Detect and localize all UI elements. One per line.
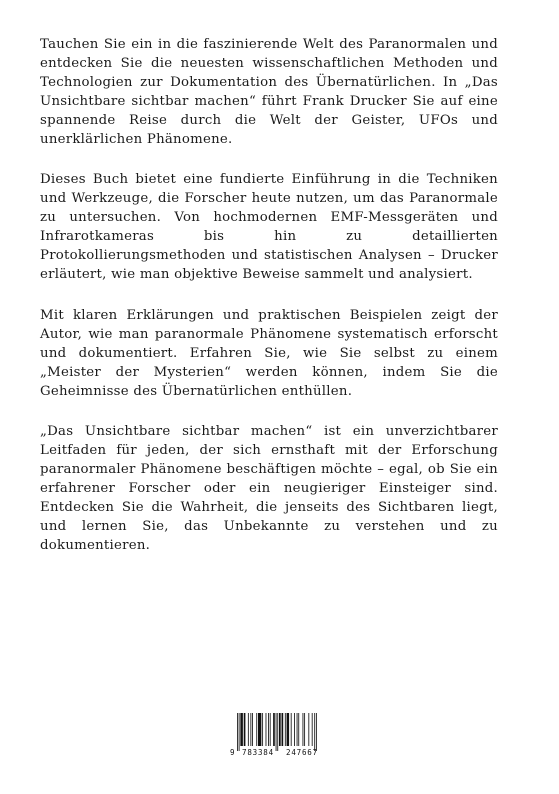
barcode-bar [273,713,275,746]
blurb-paragraph-1: Tauchen Sie ein in die faszinierende Welt des Paranormalen und entdecken Sie die neuesten wissenschaftlichen Methoden und Technologien zur Dokumentation des Übernatürlichen. In „Das Unsichtbare sichtbar machen“ führt Frank Drucker Sie auf eine spannende Reise durch die Welt der Geister, UFOs und unerklärlichen Phänomene. [40,37,498,147]
barcode-bar [282,713,284,746]
barcode-bar [312,713,313,746]
barcode-bar [268,713,269,746]
barcode-guard-bar [316,713,317,751]
barcode-bar [270,713,271,746]
barcode-left-digits: 783384 [242,748,274,757]
barcode-bar [291,713,292,746]
barcode-bar [240,713,243,746]
barcode-bar [250,713,251,746]
barcode-bar [258,713,261,746]
barcode-first-digit: 9 [230,748,235,757]
barcode-bar [294,713,295,746]
barcode-guard-bar [237,713,238,751]
barcode-guard-bar [276,713,277,751]
barcode-bar [256,713,257,746]
barcode-bar [303,713,304,746]
barcode-bar [248,713,249,746]
barcode-bar [279,713,281,746]
barcode-guard-bar [239,713,240,751]
barcode-bar [298,713,299,746]
blurb-text [40,36,498,578]
blurb-paragraph-3: Mit klaren Erklärungen und praktischen Beispielen zeigt der Autor, wie man paranormale Phänomene systematisch erforscht und dokumentiert. Erfahren Sie, wie Sie selbst zu einem „Meister der Mysterien“ werden können, indem Sie die Geheimnisse des Übernatürlichen enthüllen. [40,307,498,399]
barcode-guard-bar [277,713,278,751]
isbn-barcode [230,713,322,759]
barcode-bar [266,713,267,746]
barcode-bar [244,713,246,746]
barcode-bar [304,713,305,746]
barcode-bar [308,713,309,746]
barcode-number [230,747,322,759]
barcode-bar [297,713,298,746]
barcode-right-digits: 247667 [286,748,318,757]
barcode-bar [287,713,290,746]
blurb-paragraph-2: Dieses Buch bietet eine fundierte Einführung in die Techniken und Werkzeuge, die Forscher heute nutzen, um das Paranormale zu untersuchen. Von hochmodernen EMF-Messgeräten und Infrarotkameras bis hin zu detaillierten Protokollierungsmethoden und statistischen Analysen – Drucker erläutert, wie man objektive Beweise sammelt und analysiert. [40,172,498,282]
barcode-bar [262,713,263,746]
blurb-paragraph-4: „Das Unsichtbare sichtbar machen“ ist ein unverzichtbarer Leitfaden für jeden, der sich ernsthaft mit der Erforschung paranormaler Phänomene beschäftigen möchte – egal, ob Sie ein erfahrener Forscher oder ein neugieriger Einsteiger sind. Entdecken Sie die Wahrheit, die jenseits des Sichtbaren liegt, und lernen Sie, das Unbekannte zu verstehen und zu dokumentieren. [40,424,498,553]
barcode-bar [285,713,286,746]
barcode-bar [252,713,253,746]
barcode-guard-bar [314,713,315,751]
